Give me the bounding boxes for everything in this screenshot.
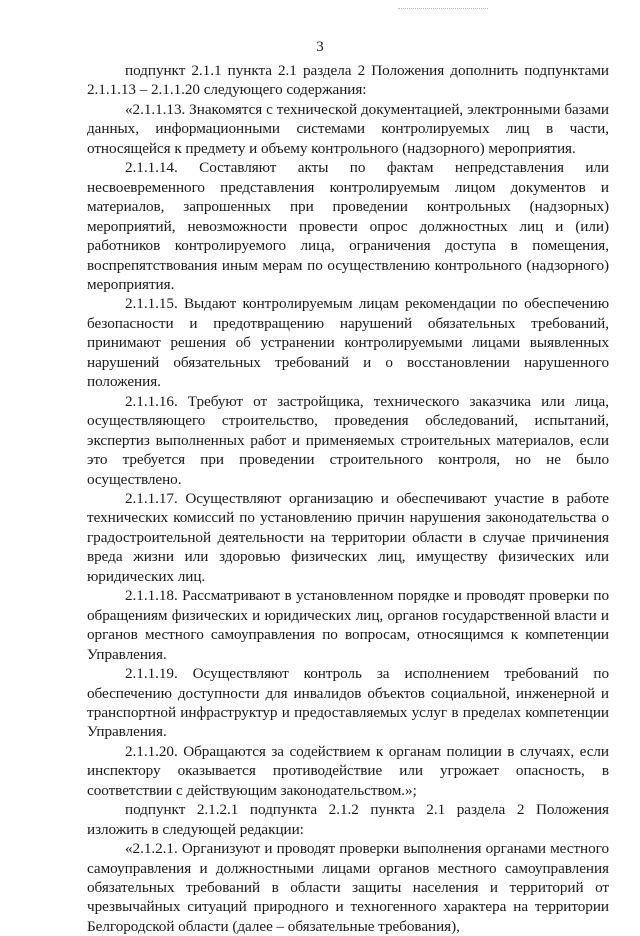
document-body	[87, 61, 609, 936]
paragraph: подпункт 2.1.2.1 подпункта 2.1.2 пункта 2.1 раздела 2 Положения изложить в следующей редакции:	[87, 801, 609, 838]
paragraph: 2.1.1.17. Осуществляют организацию и обеспечивают участие в работе технических комиссий по установлению причин нарушения законодательства о градостроительной деятельности на территории области в случае причинения вреда жизни или здоровью физических лиц, имуществу физических или юридических лиц.	[87, 489, 609, 585]
paragraph: 2.1.1.19. Осуществляют контроль за исполнением требований по обеспечению доступности для инвалидов объектов социальной, инженерной и транспортной инфраструктур и предоставляемых услуг в пределах компетенции Управления.	[87, 665, 609, 741]
paragraph: «2.1.1.13. Знакомятся с технической документацией, электронными базами данных, информационными системами контролируемых лиц в части, относящейся к предмету и объему контрольного (надзорного) мероприятия.	[87, 100, 609, 157]
paragraph: «2.1.2.1. Организуют и проводят проверки выполнения органами местного самоуправления и должностными лицами органов местного самоуправления обязательных требований в области защиты населения и территорий от чрезвычайных ситуаций природного и техногенного характера на территории Белгородской области (далее – обязательные требования),	[87, 840, 609, 935]
paragraph: 2.1.1.18. Рассматривают в установленном порядке и проводят проверки по обращениям физических и юридических лиц, органов государственной власти и органов местного самоуправления по вопросам, относящимся к компетенции Управления.	[87, 587, 609, 663]
paragraph: подпункт 2.1.1 пункта 2.1 раздела 2 Положения дополнить подпунктами 2.1.1.13 – 2.1.1.20 следующего содержания:	[87, 62, 609, 99]
paragraph: 2.1.1.20. Обращаются за содействием к органам полиции в случаях, если инспектору оказывается противодействие или угрожает опасность, в соответствии с действующим законодательством.»;	[87, 742, 609, 799]
page-number: 3	[316, 39, 324, 55]
scan-artifact	[398, 8, 488, 12]
paragraph: 2.1.1.16. Требуют от застройщика, технического заказчика или лица, осуществляющего строительство, проведения обследований, испытаний, экспертиз выполненных работ и применяемых строительных материалов, если это требуется при проведении строительного контроля, но не было осуществлено.	[87, 392, 609, 488]
paragraph: 2.1.1.15. Выдают контролируемым лицам рекомендации по обеспечению безопасности и предотвращению нарушений обязательных требований, принимают решения об устранении контролируемыми лицами выявленных нарушений обязательных требований и о восстановлении нарушенного положения.	[87, 295, 609, 391]
paragraph: 2.1.1.14. Составляют акты по фактам непредставления или несвоевременного представления контролируемым лицом документов и материалов, запрошенных при проведении контрольных (надзорных) мероприятий, невозможности провести опрос должностных лиц и (или) работников контролируемого лица, ограничения доступа в помещения, воспрепятствования иным мерам по осуществлению контрольного (надзорного) мероприятия.	[87, 159, 609, 293]
